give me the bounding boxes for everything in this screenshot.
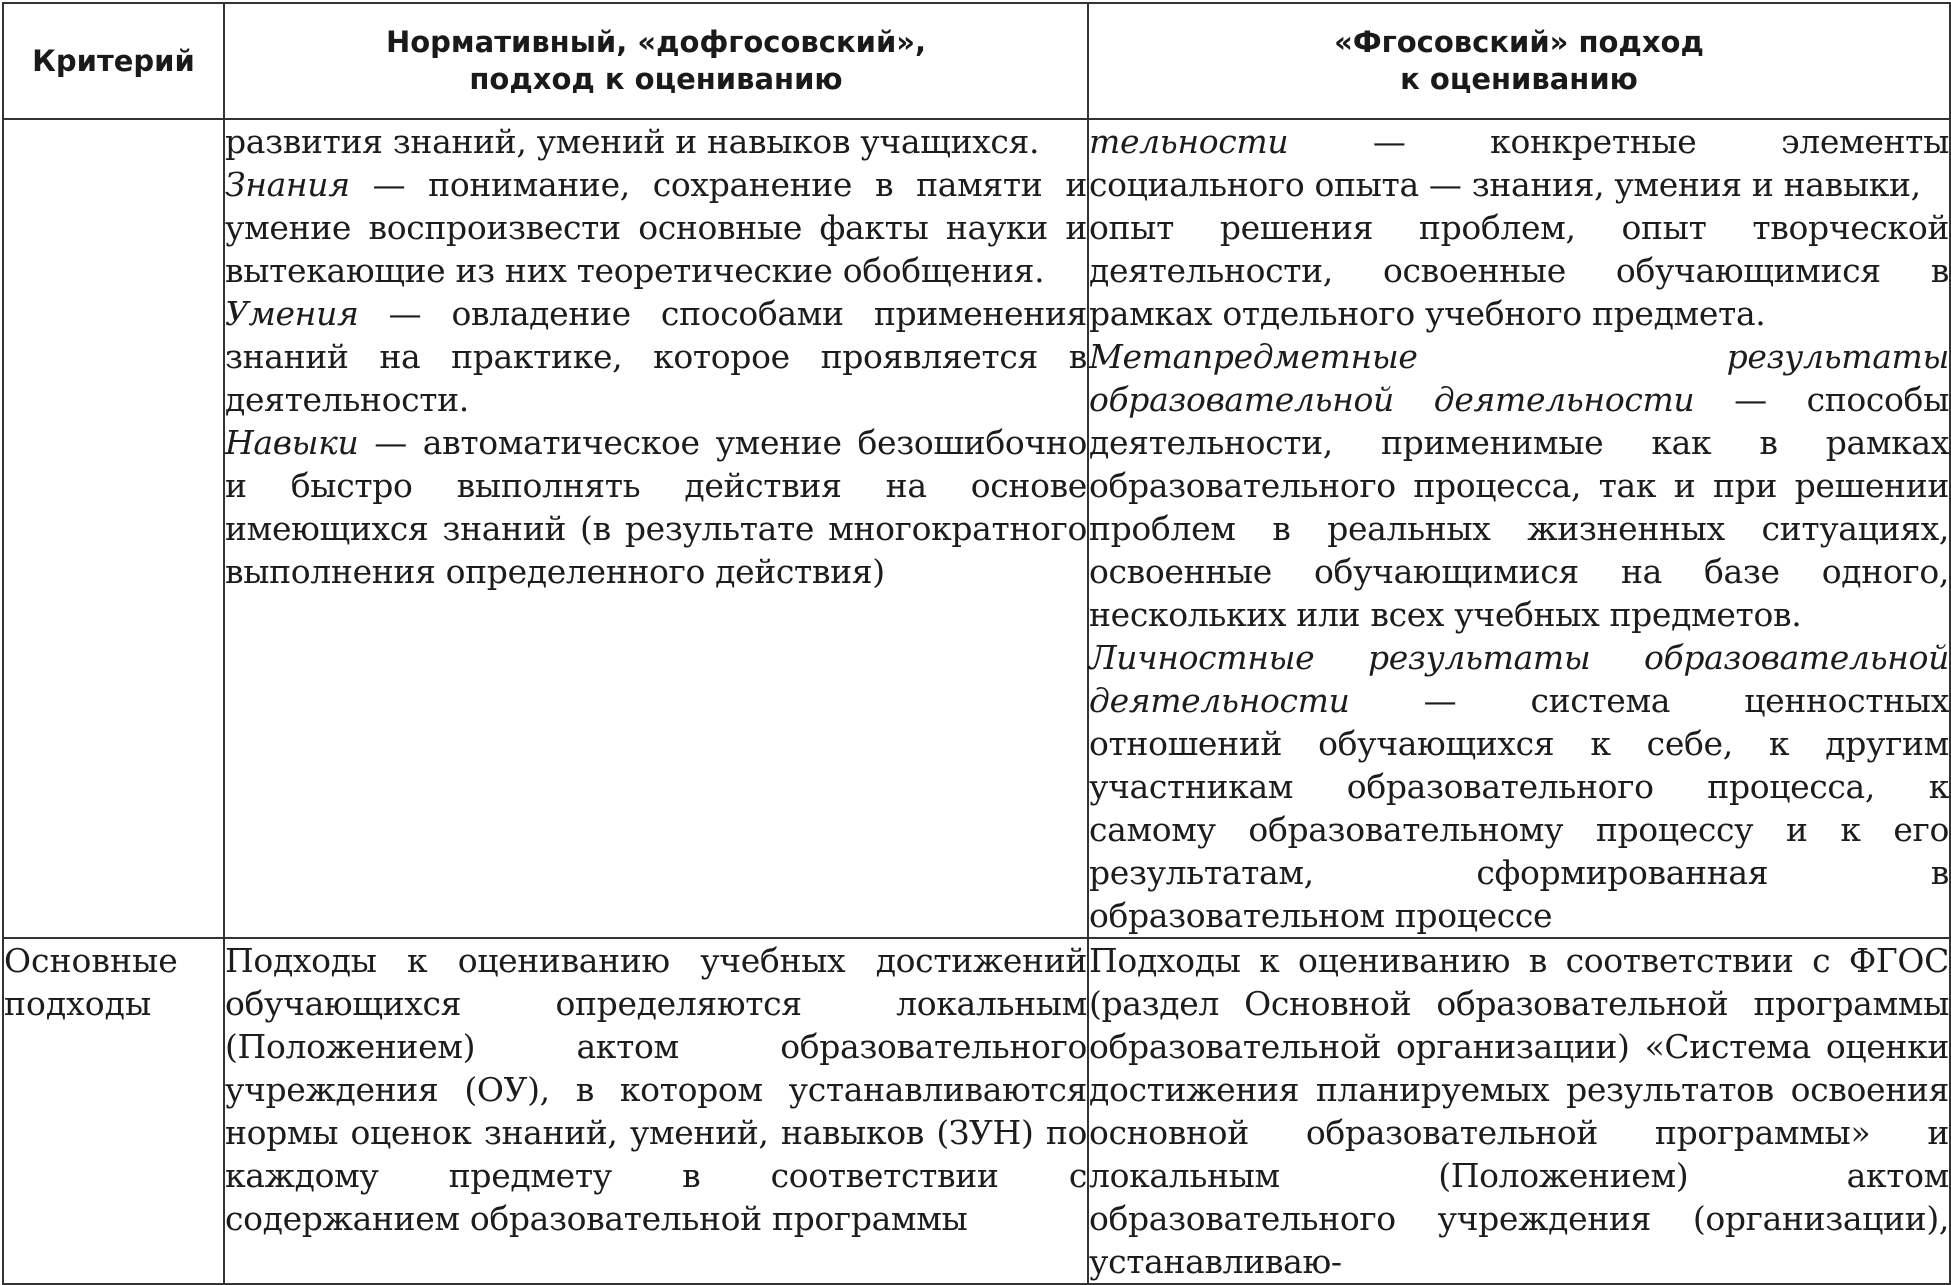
header-normative-approach [224,3,1088,119]
term-znaniya: Знания [225,165,350,204]
comparison-table [2,2,1951,1285]
definition-subject-results: — конкретные элементы социального опыта — знания, умения и навыки, [1089,122,1949,204]
definition-umeniya: — овладение способами применения знаний на практике, которое проявляется в деятельности. [225,294,1087,419]
header-fgos-approach [1088,3,1950,119]
row2-left-text: Подходы к оцениванию учебных достижений обучающихся определяются локальным (Положением) актом образовательного учреждения (ОУ), в котором устанавливаются нормы оценок знаний, умений, навыков (ЗУН) по каждому предмету в соответствии с содержанием образовательной программы [225,941,1087,1238]
header-normative-line1: Нормативный, «дофгосовский», [385,25,927,59]
row2-normative-cell [224,938,1088,1284]
row2-criterion-cell [3,938,224,1284]
row1-left-p4 [225,421,1087,593]
header-normative-line2: подход к оцениванию [469,62,843,96]
row1-right-p2: опыт решения проблем, опыт творческой деятельности, освоенные обучающимися в рамках отдельного учебного предмета. [1089,208,1949,333]
term-navyki: Навыки [225,423,359,462]
row1-right-p4 [1089,636,1949,937]
term-deyatelnosti: тельности [1089,122,1289,161]
table-header-row [3,3,1950,119]
table-row [3,119,1950,938]
row2-criterion-line2: подходы [4,984,152,1023]
term-personal-results: Личностные результаты образовательной деятельности [1089,638,1949,720]
row1-normative-cell [224,119,1088,938]
row1-criterion-cell [3,119,224,938]
header-fgos-line2: к оцениванию [1400,62,1638,96]
header-criterion [3,3,224,119]
definition-znaniya: — понимание, сохранение в памяти и умение воспроизвести основные факты науки и вытекающие из них теоретические обобщения. [225,165,1087,290]
header-criterion-label: Критерий [32,43,195,78]
definition-navyki: — автоматическое умение безошибочно и быстро выполнять действия на основе имеющихся знаний (в результате многократного выполнения определенного действия) [225,423,1087,591]
row2-fgos-cell [1088,938,1950,1284]
row2-right-text: Подходы к оцениванию в соответствии с ФГОС (раздел Основной образовательной программы образовательной организации) «Система оценки достижения планируемых результатов освоения основной образовательной программы» и локальным (Положением) актом образовательного учреждения (организации), устанавливаю- [1089,941,1949,1281]
header-fgos-line1: «Фгосовский» подход [1334,25,1704,59]
row1-left-p1: развития знаний, умений и навыков учащихся. [225,122,1040,161]
term-metasubject-results: Метапредметные результаты образовательной деятельности [1089,337,1949,419]
row1-right-p1 [1089,120,1949,206]
row1-right-p3 [1089,335,1949,636]
row1-fgos-cell [1088,119,1950,938]
term-umeniya: Умения [225,294,359,333]
definition-metasubject-results: — способы деятельности, применимые как в рамках образовательного процесса, так и при решении проблем в реальных жизненных ситуациях, освоенные обучающимися на базе одного, нескольких или всех учебных предметов. [1089,380,1949,634]
row2-criterion-line1: Основные [4,941,178,980]
definition-personal-results: — система ценностных отношений обучающихся к себе, к другим участникам образовательного процесса, к самому образовательному процессу и к его результатам, сформированная в образовательном процессе [1089,681,1949,935]
row1-left-p3 [225,292,1087,421]
table-row [3,938,1950,1284]
row1-left-p2 [225,163,1087,292]
